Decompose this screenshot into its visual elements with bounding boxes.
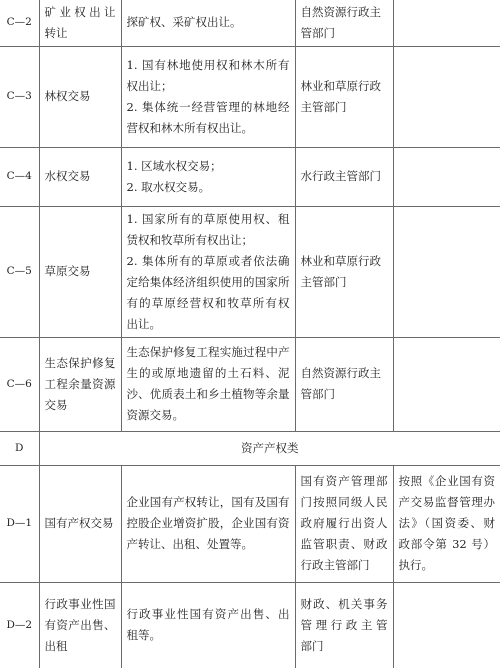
item-note <box>393 337 500 431</box>
table-row <box>0 206 500 337</box>
table-row <box>0 0 500 46</box>
row-code: D—1 <box>0 465 39 582</box>
table-row <box>0 465 500 582</box>
item-name: 国有产权交易 <box>39 465 121 582</box>
section-header-row <box>0 431 500 465</box>
item-dept: 林业和草原行政 主管部门 <box>295 46 393 147</box>
row-code: C—3 <box>0 46 39 147</box>
item-name: 生态保护修复 工程余量资源 交易 <box>39 337 121 431</box>
item-note <box>393 206 500 337</box>
item-dept: 自然资源行政主 管部门 <box>295 337 393 431</box>
item-name: 草原交易 <box>39 206 121 337</box>
item-name: 矿业权出让 转让 <box>39 0 121 46</box>
item-note <box>393 582 500 668</box>
section-code: D <box>0 431 39 465</box>
item-scope: 行政事业性国有资产出售、出 租等。 <box>121 582 295 668</box>
item-note: 按照《企业国有资 产交易监督管理办 法》（国资委、财 政部令第 32 号） 执行。 <box>393 465 500 582</box>
item-scope: 1. 区域水权交易； 2. 取水权交易。 <box>121 147 295 206</box>
row-code: C—6 <box>0 337 39 431</box>
item-dept: 国有资产管理部 门按照同级人民 政府履行出资人 监管职责、财政 行政主管部门 <box>295 465 393 582</box>
item-name: 水权交易 <box>39 147 121 206</box>
table-row <box>0 582 500 668</box>
table-row <box>0 46 500 147</box>
item-dept: 财政、机关事务 管理行政主管 部门 <box>295 582 393 668</box>
item-dept: 水行政主管部门 <box>295 147 393 206</box>
item-scope: 企业国有产权转让，国有及国有 控股企业增资扩股，企业国有资 产转让、出租、处置等。 <box>121 465 295 582</box>
item-name: 林权交易 <box>39 46 121 147</box>
item-name: 行政事业性国 有资产出售、 出租 <box>39 582 121 668</box>
table-row <box>0 337 500 431</box>
item-scope: 生态保护修复工程实施过程中产 生的或原地遗留的土石料、泥 沙、优质表土和乡土植物等余量 资源交易。 <box>121 337 295 431</box>
item-scope: 1. 国有林地使用权和林木所有 权出让； 2. 集体统一经营管理的林地经 营权和林木所有权出让。 <box>121 46 295 147</box>
item-scope: 探矿权、采矿权出让。 <box>121 0 295 46</box>
item-dept: 林业和草原行政 主管部门 <box>295 206 393 337</box>
row-code: C—2 <box>0 0 39 46</box>
item-dept: 自然资源行政主 管部门 <box>295 0 393 46</box>
item-scope: 1. 国家所有的草原使用权、租 赁权和牧草所有权出让； 2. 集体所有的草原或者依法确 定给集体经济组织使用的国家所 有的草原经营权和牧草所有权 出让。 <box>121 206 295 337</box>
table-row <box>0 147 500 206</box>
item-note <box>393 46 500 147</box>
item-note <box>393 147 500 206</box>
row-code: C—4 <box>0 147 39 206</box>
row-code: C—5 <box>0 206 39 337</box>
row-code: D—2 <box>0 582 39 668</box>
item-note <box>393 0 500 46</box>
section-title: 资产产权类 <box>39 431 500 465</box>
